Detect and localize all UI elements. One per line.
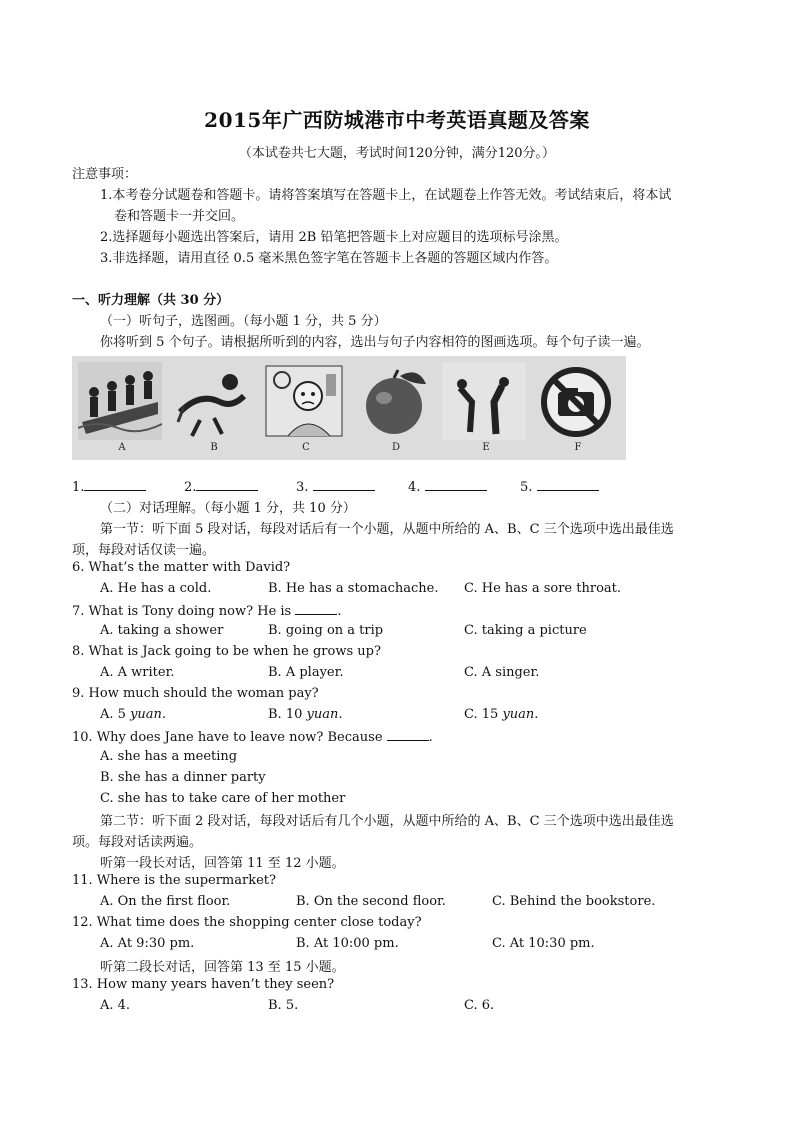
blank-line (425, 478, 487, 491)
blank-number: 1. (72, 480, 85, 495)
q9-option-b[interactable] (268, 707, 343, 722)
bowing-people-picture (442, 362, 526, 440)
q11-option-a[interactable]: A. On the first floor. (100, 894, 231, 909)
section-heading-listening: 一、听力理解（共 30 分） (72, 293, 230, 308)
sick-boy-picture (262, 362, 346, 440)
q9-option-a[interactable] (100, 707, 166, 722)
rowing-boat-picture (78, 362, 162, 440)
picture-label-c: C (302, 442, 310, 453)
question-13: 13. How many years haven’t they seen? (72, 977, 335, 992)
part2-section2-instruction: 第二节：听下面 2 段对话，每段对话后有几个小题，从题中所给的 A、B、C 三个选项中选出最佳选 (100, 814, 674, 829)
picture-label-e: E (482, 442, 490, 453)
question-7: 7. What is Tony doing now? He is . (72, 604, 342, 619)
q7-option-b[interactable]: B. going on a trip (268, 623, 384, 638)
dialog-2-instruction: 听第二段长对话，回答第 13 至 15 小题。 (100, 960, 345, 975)
q6-option-c[interactable]: C. He has a sore throat. (464, 581, 622, 596)
q12-option-a[interactable]: A. At 9:30 pm. (100, 936, 195, 951)
blank-line (196, 478, 258, 491)
picture-label-f: F (574, 442, 582, 453)
blank-line (537, 478, 599, 491)
question-8: 8. What is Jack going to be when he grows up? (72, 644, 381, 659)
notice-heading: 注意事项： (72, 167, 138, 182)
picture-label-b: B (210, 442, 218, 453)
blank-line (313, 478, 375, 491)
blank-number: 5. (520, 480, 533, 495)
answer-blank-1[interactable] (72, 478, 146, 495)
picture-label-a: A (118, 442, 126, 453)
blank-line (84, 478, 146, 491)
question-10: 10. Why does Jane have to leave now? Because . (72, 730, 433, 745)
notice-item-3: 3.非选择题，请用直径 0.5 毫米黑色签字笔在答题卡上各题的答题区域内作答。 (100, 251, 558, 266)
q10-option-a[interactable]: A. she has a meeting (100, 749, 238, 764)
period: . (161, 707, 167, 722)
dialog-1-instruction: 听第一段长对话，回答第 11 至 12 小题。 (100, 856, 345, 871)
answer-blank-3[interactable] (296, 478, 375, 495)
q13-option-c[interactable]: C. 6. (464, 998, 495, 1013)
blank-number: 4. (408, 480, 421, 495)
currency-unit: yuan (306, 707, 339, 722)
q10-option-c[interactable]: C. she has to take care of her mother (100, 791, 346, 806)
q10-stem: 10. Why does Jane have to leave now? Because (72, 730, 383, 745)
period: . (534, 707, 539, 722)
apple-picture (354, 362, 438, 440)
part2-section1-instruction-cont: 项，每段对话仅读一遍。 (72, 543, 216, 558)
q8-option-c[interactable]: C. A singer. (464, 665, 540, 680)
q11-option-b[interactable]: B. On the second floor. (296, 894, 446, 909)
q10-option-b[interactable]: B. she has a dinner party (100, 770, 266, 785)
q9-b-amount: B. 10 (268, 707, 303, 722)
q12-option-b[interactable]: B. At 10:00 pm. (296, 936, 399, 951)
part1-instruction: 你将听到 5 个句子。请根据所听到的内容，选出与句子内容相符的图画选项。每个句子读一遍。 (100, 335, 650, 350)
q7-option-a[interactable]: A. taking a shower (100, 623, 224, 638)
currency-unit: yuan (502, 707, 535, 722)
part2-title: （二）对话理解。（每小题 1 分，共 10 分） (100, 501, 356, 516)
picture-strip (72, 356, 626, 460)
answer-blank-4[interactable] (408, 478, 487, 495)
notice-item-2: 2.选择题每小题选出答案后，请用 2B 铅笔把答题卡上对应题目的选项标号涂黑。 (100, 230, 568, 245)
part2-section1-instruction: 第一节：听下面 5 段对话，每段对话后有一个小题，从题中所给的 A、B、C 三个选项中选出最佳选 (100, 522, 674, 537)
question-12: 12. What time does the shopping center close today? (72, 915, 422, 930)
answer-blank-2[interactable] (184, 478, 258, 495)
period: . (338, 707, 343, 722)
answer-blank-5[interactable] (520, 478, 599, 495)
exam-subtitle: （本试卷共七大题，考试时间120分钟，满分120分。） (238, 146, 556, 161)
q9-a-amount: A. 5 (100, 707, 126, 722)
q9-option-c[interactable] (464, 707, 538, 722)
part1-title: （一）听句子，选图画。（每小题 1 分，共 5 分） (100, 314, 387, 329)
q12-option-c[interactable]: C. At 10:30 pm. (492, 936, 595, 951)
notice-item-1: 1.本考卷分试题卷和答题卡。请将答案填写在答题卡上，在试题卷上作答无效。考试结束后，将本试 (100, 188, 672, 203)
question-11: 11. Where is the supermarket? (72, 873, 276, 888)
blank-line (387, 728, 429, 741)
q6-option-b[interactable]: B. He has a stomachache. (268, 581, 439, 596)
q7-option-c[interactable]: C. taking a picture (464, 623, 587, 638)
currency-unit: yuan (130, 707, 162, 722)
blank-line (295, 602, 337, 615)
no-camera-sign-picture (534, 362, 618, 440)
part2-section2-instruction-cont: 项。每段对话读两遍。 (72, 835, 203, 850)
q13-option-b[interactable]: B. 5. (268, 998, 299, 1013)
blank-number: 3. (296, 480, 309, 495)
q9-c-amount: C. 15 (464, 707, 499, 722)
question-9: 9. How much should the woman pay? (72, 686, 319, 701)
q8-option-b[interactable]: B. A player. (268, 665, 344, 680)
notice-item-1-cont: 卷和答题卡一并交回。 (114, 209, 245, 224)
q11-option-c[interactable]: C. Behind the bookstore. (492, 894, 656, 909)
blank-number: 2. (184, 480, 197, 495)
q7-stem: 7. What is Tony doing now? He is (72, 604, 292, 619)
q6-option-a[interactable]: A. He has a cold. (100, 581, 212, 596)
q13-option-a[interactable]: A. 4. (100, 998, 131, 1013)
exam-title: 2015年广西防城港市中考英语真题及答案 (204, 108, 590, 132)
question-6: 6. What’s the matter with David? (72, 560, 291, 575)
q8-option-a[interactable]: A. A writer. (100, 665, 175, 680)
hiking-picture (170, 362, 254, 440)
picture-label-d: D (391, 442, 401, 453)
